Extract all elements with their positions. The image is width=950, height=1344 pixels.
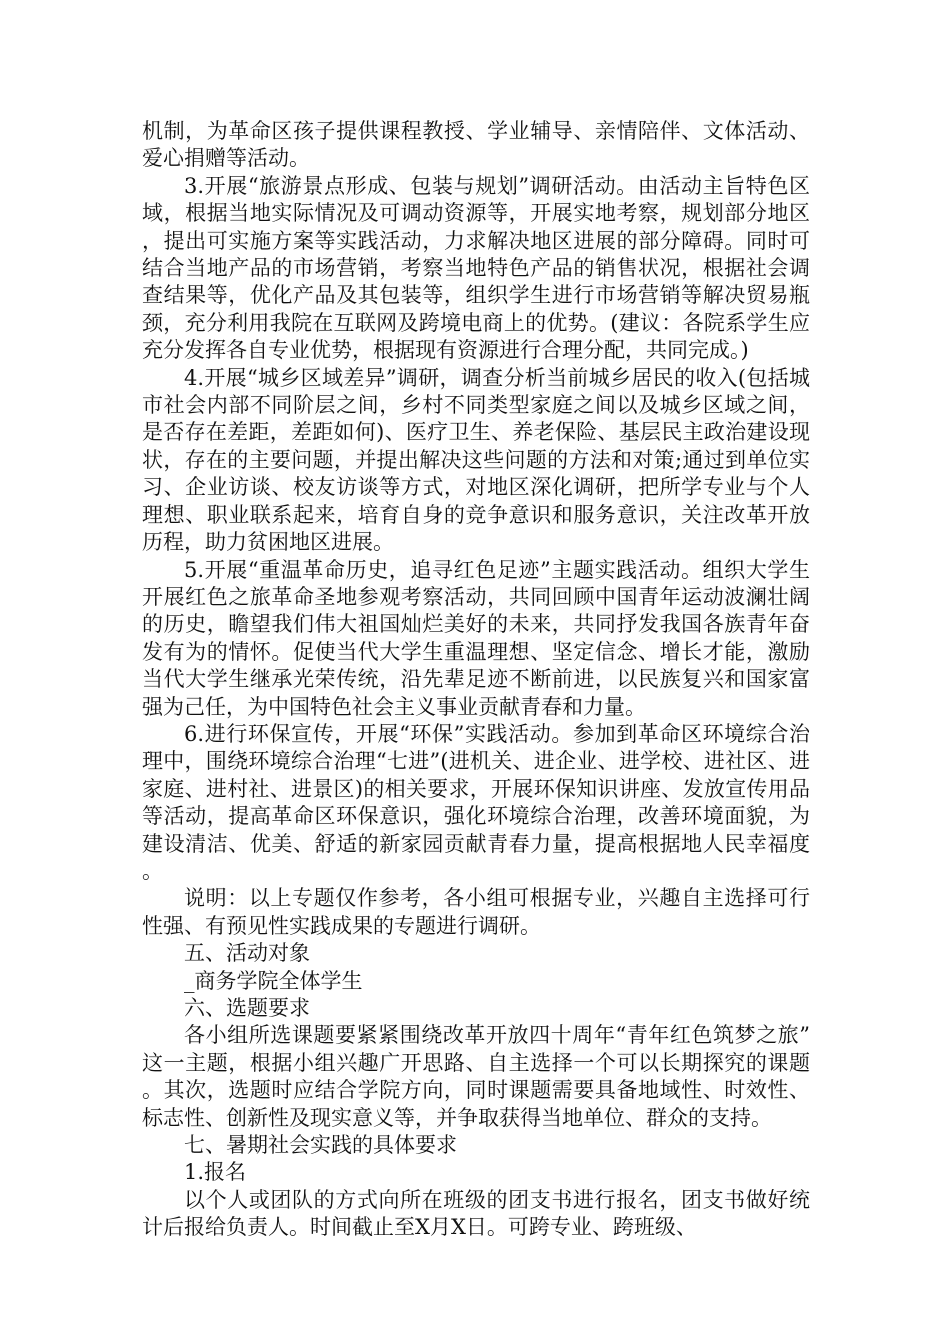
paragraph-note: 说明：以上专题仅作参考，各小组可根据专业，兴趣自主选择可行性强、有预见性实践成果的专题进行调研。 [142,886,810,938]
paragraph-topic-3: 3.开展“旅游景点形成、包装与规划”调研活动。由活动主旨特色区域，根据当地实际情况及可调动资源等，开展实地考察，规划部分地区，提出可实施方案等实践活动，力求解决地区进展的部分障碍。同时可结合当地产品的市场营销，考察当地特色产品的销售状况，根据社会调查结果等，优化产品及其包装等，组织学生进行市场营销等解决贸易瓶颈，充分利用我院在互联网及跨境电商上的优势。(建议：各院系学生应充分发挥各自专业优势，根据现有资源进行合理分配，共同完成。) [142,173,810,363]
document-page [142,118,810,1242]
paragraph-topic-6: 6.进行环保宣传，开展“环保”实践活动。参加到革命区环境综合治理中，围绕环境综合治理“七进”(进机关、进企业、进学校、进社区、进家庭、进村社、进景区)的相关要求，开展环保知识讲座、发放宣传用品等活动，提高革命区环保意识，强化环境综合治理，改善环境面貌，为建设清洁、优美、舒适的新家园贡献青春力量，提高根据地人民幸福度。 [142,721,810,883]
paragraph-1: 机制，为革命区孩子提供课程教授、学业辅导、亲情陪伴、文体活动、爱心捐赠等活动。 [142,119,810,171]
paragraph-registration: 以个人或团队的方式向所在班级的团支书进行报名，团支书做好统计后报给负责人。时间截止至X月X日。可跨专业、跨班级、 [142,1187,810,1240]
subheading-registration: 1.报名 [184,1160,247,1185]
paragraph-topic-requirements: 各小组所选课题要紧紧围绕改革开放四十周年“青年红色筑梦之旅”这一主题，根据小组兴趣广开思路、自主选择一个可以长期探究的课题。其次，选题时应结合学院方向，同时课题需要具备地域性、时效性、标志性、创新性及现实意义等，并争取获得当地单位、群众的支持。 [142,1023,810,1130]
section-heading-6: 六、选题要求 [184,996,310,1020]
paragraph-topic-5: 5.开展“重温革命历史，追寻红色足迹”主题实践活动。组织大学生开展红色之旅革命圣地参观考察活动，共同回顾中国青年运动波澜壮阔的历史，瞻望我们伟大祖国灿烂美好的未来，共同抒发我国各族青年奋发有为的情怀。促使当代大学生重温理想、坚定信念、增长才能，激励当代大学生继承光荣传统，沿先辈足迹不断前进，以民族复兴和国家富强为己任，为中国特色社会主义事业贡献青春和力量。 [142,557,810,719]
paragraph-topic-4: 4.开展“城乡区域差异”调研，调查分析当前城乡居民的收入(包括城市社会内部不同阶层之间，乡村不同类型家庭之间以及城乡区域之间，是否存在差距，差距如何)、医疗卫生、养老保险、基层民主政治建设现状，存在的主要问题，并提出解决这些问题的方法和对策;通过到单位实习、企业访谈、校友访谈等方式，对地区深化调研，把所学专业与个人理想、职业联系起来，培育自身的竞争意识和服务意识，关注改革开放历程，助力贫困地区进展。 [142,365,810,555]
section-heading-5: 五、活动对象 [184,941,310,966]
section-heading-7: 七、暑期社会实践的具体要求 [184,1133,457,1158]
paragraph-audience: _商务学院全体学生 [184,968,363,993]
